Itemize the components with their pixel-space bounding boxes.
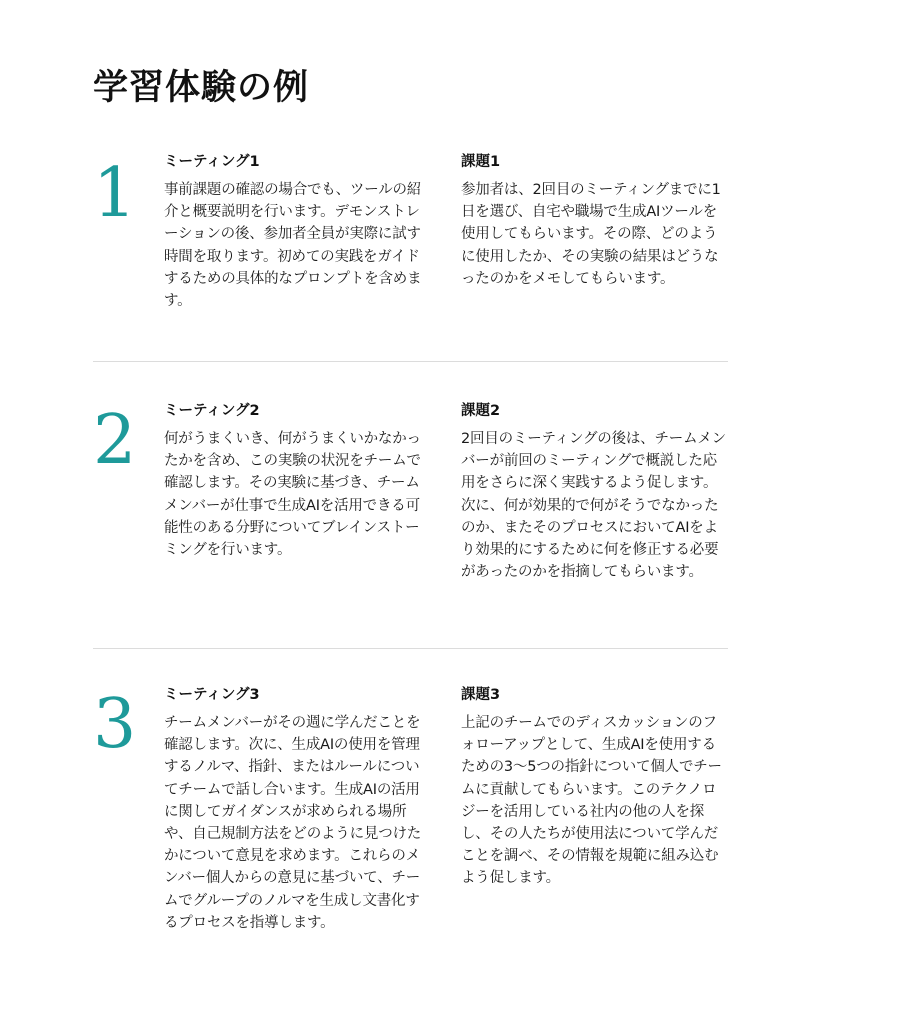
task-1-body: 参加者は、2回目のミーティングまでに1日を選び、自宅や職場で生成AIツールを使用してもらいます。その際、どのように使用したか、その実験の結果はどうなったのかをメモしてもらいます。 [461,182,721,287]
task-3-heading: 課題3 [461,687,501,703]
meeting-2 [164,402,426,561]
step-number-3: 3 [93,685,137,764]
meeting-3 [164,686,426,934]
meeting-1-body: 事前課題の確認の場合でも、ツールの紹介と概要説明を行います。デモンストレーションの後、参加者全員が実際に試す時間を取ります。初めての実践をガイドするための具体的なプロンプトを含めます。 [164,182,422,310]
task-2-body: 2回目のミーティングの後は、チームメンバーが前回のミーティングで概説した応用をさらに深く実践するよう促します。次に、何が効果的で何がそうでなかったのか、またそのプロセスにおいてAIをより効果的にするために何を修正する必要があったのかを指摘してもらいます。 [461,431,726,581]
meeting-1 [164,153,426,312]
section-divider-1 [93,361,728,362]
task-1-heading: 課題1 [461,154,501,170]
meeting-2-body: 何がうまくいき、何がうまくいかなかったかを含め、この実験の状況をチームで確認します。その実験に基づき、チームメンバーが仕事で生成AIを活用できる可能性のある分野についてブレインストーミングを行います。 [164,431,421,559]
step-number-2: 2 [93,401,137,480]
task-2 [461,402,729,583]
task-3 [461,686,729,890]
task-1 [461,153,729,290]
page-title: 学習体験の例 [93,67,310,108]
meeting-2-heading: ミーティング2 [164,403,260,419]
task-2-heading: 課題2 [461,403,501,419]
meeting-1-heading: ミーティング1 [164,154,260,170]
step-number-1: 1 [93,154,137,233]
section-divider-2 [93,648,728,649]
meeting-3-body: チームメンバーがその週に学んだことを確認します。次に、生成AIの使用を管理するノルマ、指針、またはルールについてチームで話し合います。生成AIの活用に関してガイダンスが求められる場所や、自己規制方法をどのように見つけたかについて意見を求めます。これらのメンバー個人からの意見に基づいて、チームでグループのノルマを生成し文書化するプロセスを指導します。 [164,715,422,931]
task-3-body: 上記のチームでのディスカッションのフォローアップとして、生成AIを使用するための3〜5つの指針について個人でチームに貢献してもらいます。このテクノロジーを活用している社内の他の人を探し、その人たちが使用法について学んだことを調べ、その情報を規範に組み込むよう促します。 [461,715,722,887]
meeting-3-heading: ミーティング3 [164,687,260,703]
